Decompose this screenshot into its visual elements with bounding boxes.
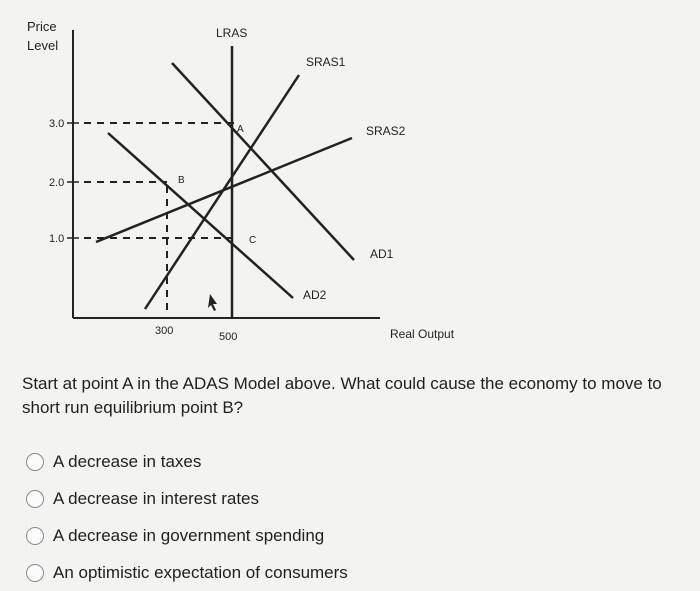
point-c-label: C bbox=[249, 235, 257, 246]
cursor-arrow-icon bbox=[208, 294, 217, 311]
x-tick-label-300: 300 bbox=[155, 325, 174, 337]
question-text: Start at point A in the ADAS Model above. What could cause the economy to move to short run equilibrium point B? bbox=[22, 374, 662, 417]
option-decrease-government-spending[interactable] bbox=[26, 517, 348, 554]
ad1-curve bbox=[172, 63, 354, 260]
y-axis-label-line2: Level bbox=[27, 38, 59, 53]
sras2-label: SRAS2 bbox=[366, 124, 406, 138]
option-label: A decrease in taxes bbox=[53, 451, 202, 471]
option-label: A decrease in government spending bbox=[53, 525, 325, 545]
x-axis-label: Real Output bbox=[390, 327, 455, 341]
answer-options bbox=[26, 443, 348, 591]
point-b-label: B bbox=[178, 175, 185, 186]
ad2-label: AD2 bbox=[303, 288, 327, 302]
ad2-curve bbox=[108, 133, 293, 298]
radio-button[interactable] bbox=[26, 453, 44, 471]
option-decrease-taxes[interactable] bbox=[26, 443, 348, 480]
option-label: A decrease in interest rates bbox=[53, 488, 260, 508]
option-optimistic-expectation[interactable] bbox=[26, 554, 348, 591]
option-decrease-interest-rates[interactable] bbox=[26, 480, 348, 517]
y-tick-label-1: 1.0 bbox=[49, 233, 65, 245]
sras2-curve bbox=[96, 138, 352, 242]
ad1-label: AD1 bbox=[370, 247, 394, 261]
y-axis-label-line1: Price bbox=[27, 19, 57, 34]
lras-label: LRAS bbox=[216, 26, 248, 40]
radio-button[interactable] bbox=[26, 564, 44, 582]
sras1-label: SRAS1 bbox=[306, 55, 346, 69]
radio-button[interactable] bbox=[26, 527, 44, 545]
y-tick-label-3: 3.0 bbox=[49, 118, 65, 130]
y-tick-label-2: 2.0 bbox=[49, 177, 65, 189]
radio-button[interactable] bbox=[26, 490, 44, 508]
x-tick-label-500: 500 bbox=[219, 331, 238, 343]
option-label: An optimistic expectation of consumers bbox=[53, 562, 348, 582]
point-a-label: A bbox=[237, 124, 244, 135]
